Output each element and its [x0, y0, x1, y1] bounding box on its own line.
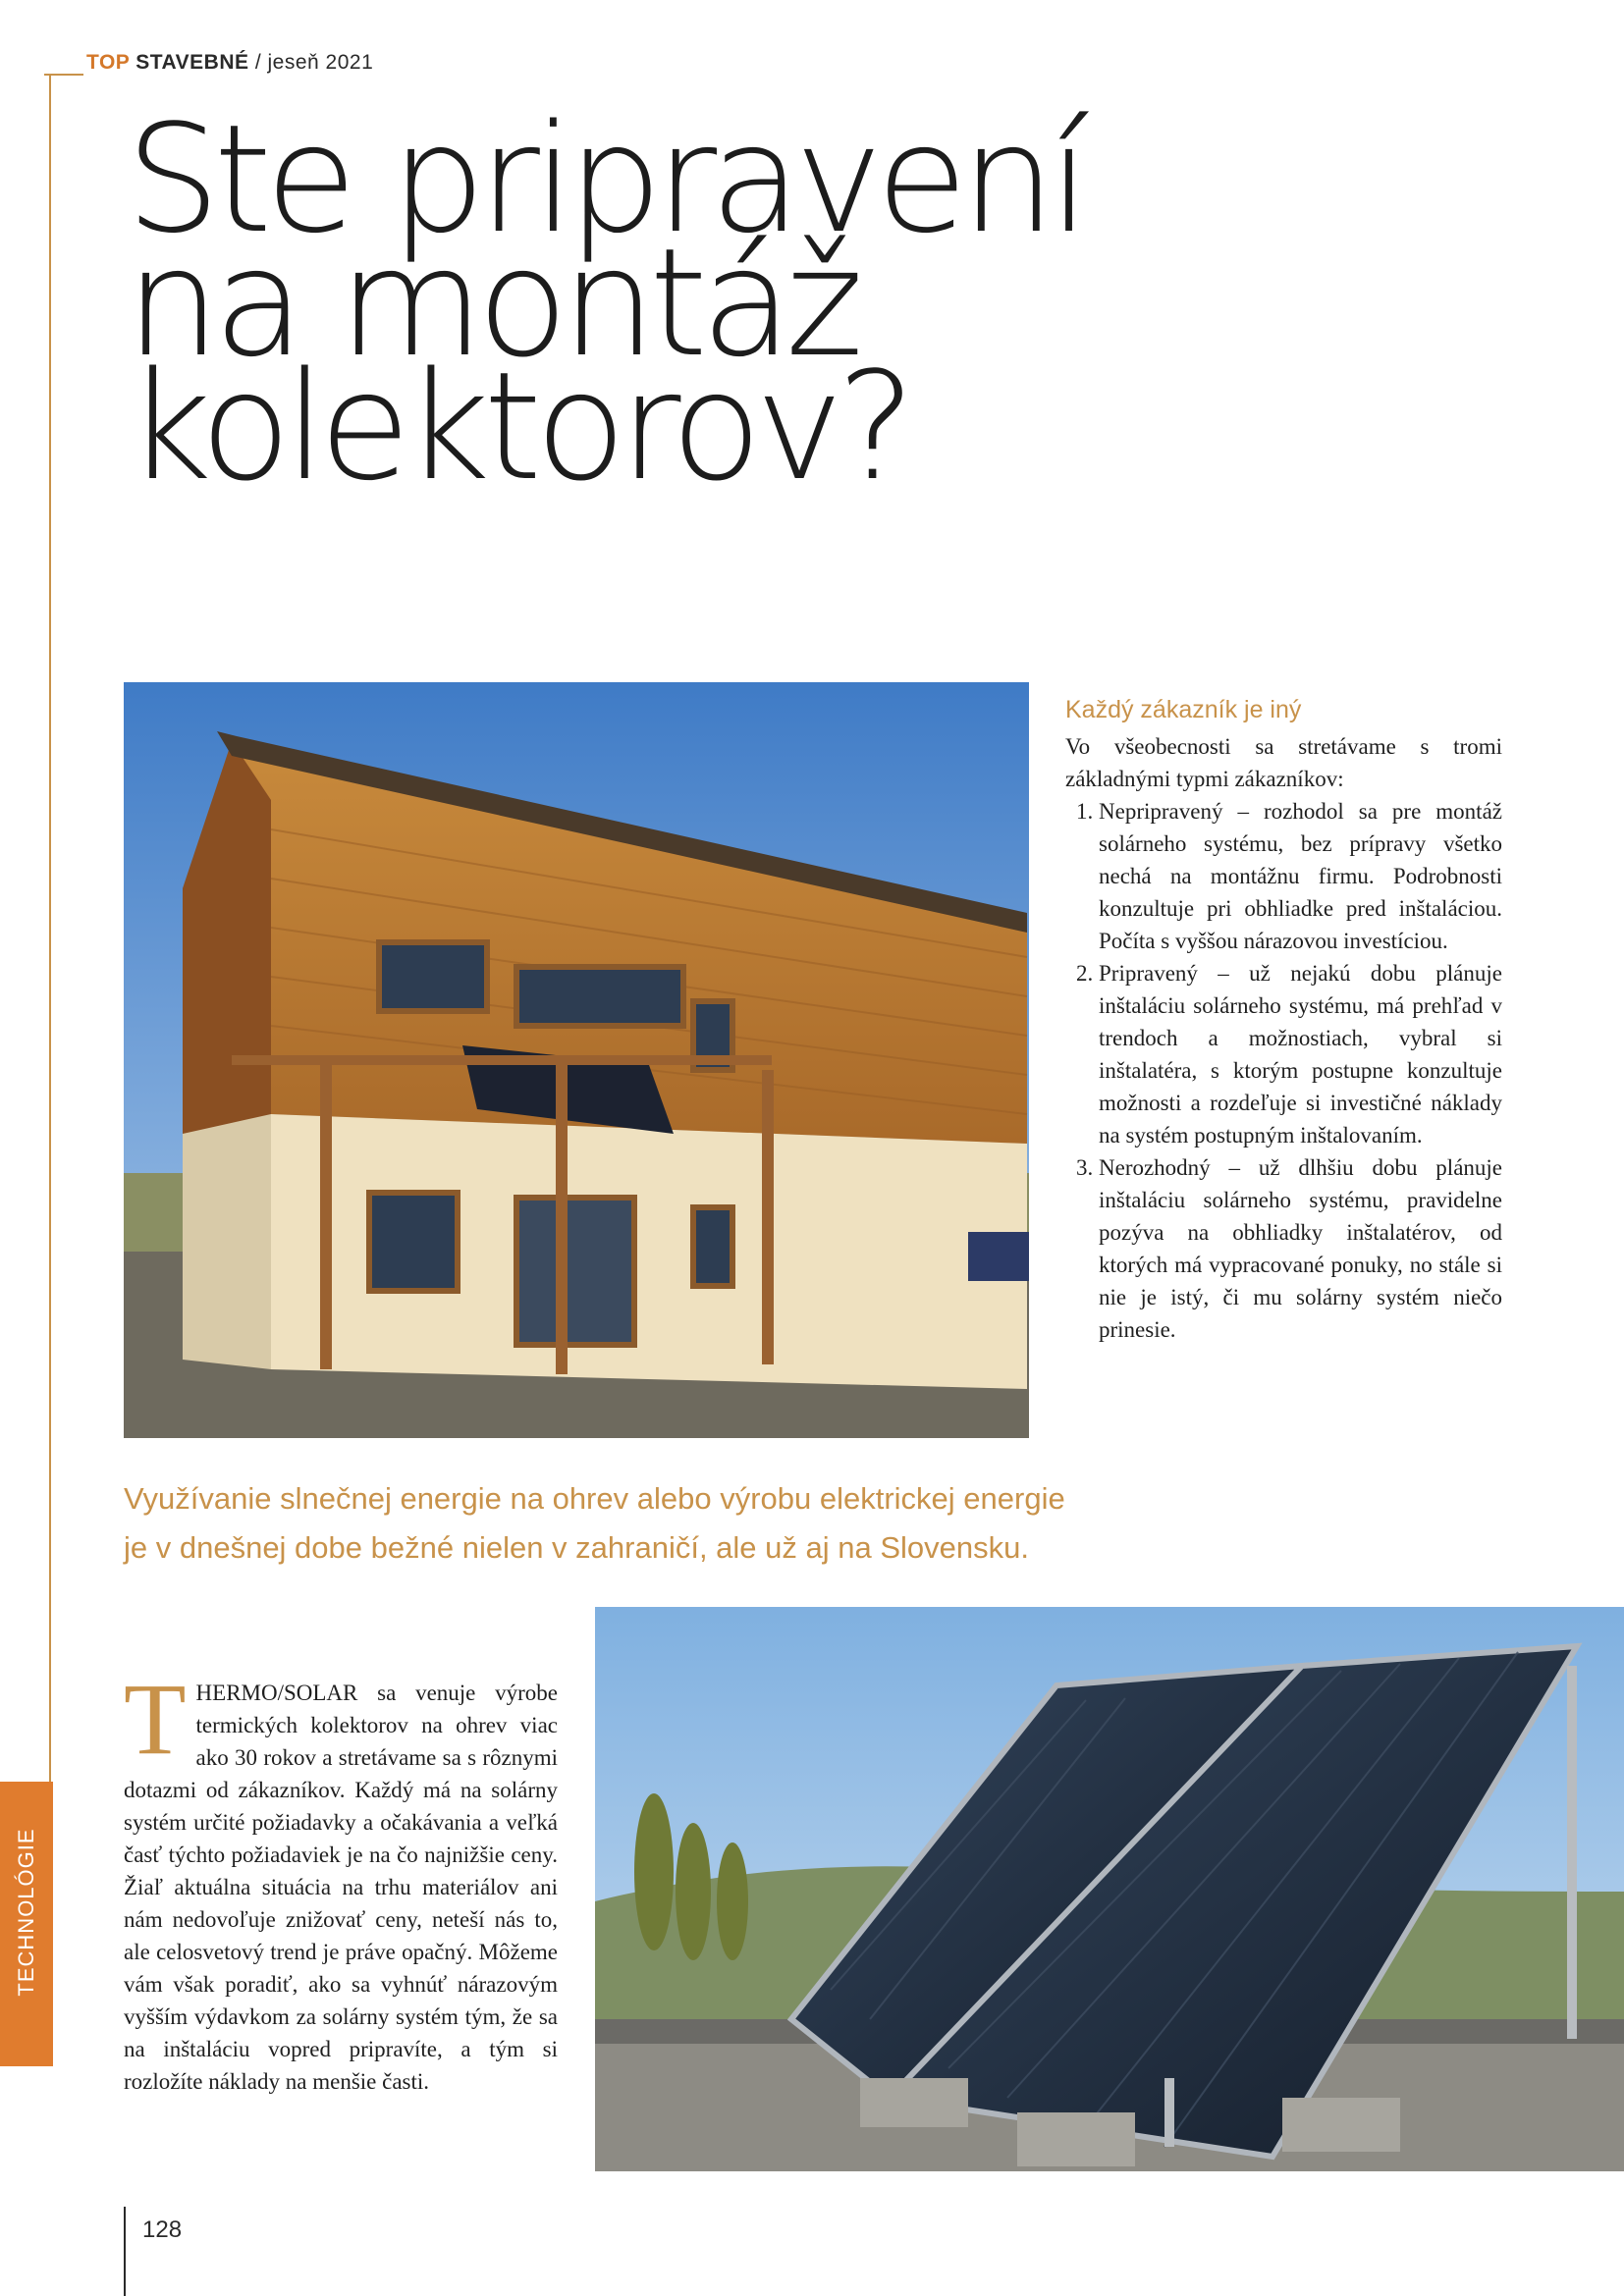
list-item: 1. Nepripravený – rozhodol sa pre montáž solárneho systému, bez prípravy všetko nechá na montážnu firmu. Podrobnosti konzultuje pri obhliadke pred inštaláciou. Počíta s vyššou nárazovou investíciou.: [1099, 795, 1502, 957]
title-line-1: Ste pripravení: [126, 92, 1084, 266]
brand-stavebne: STAVEBNÉ: [135, 51, 249, 74]
sidebar-intro: Vo všeobecnosti sa stretávame s tromi základnými typmi zákazníkov:: [1065, 734, 1502, 791]
running-header: [86, 51, 373, 75]
title-line-3: kolektorov?: [126, 340, 909, 513]
sidebar-heading: Každý zákazník je iný: [1065, 696, 1302, 723]
section-tab: [0, 1782, 53, 2066]
lead-line-1: Využívanie slnečnej energie na ohrev alebo výrobu elektrickej energie: [124, 1481, 1065, 1516]
customer-types-list: [1065, 795, 1502, 1346]
drop-cap: T: [124, 1663, 187, 1776]
margin-rule: [49, 74, 51, 1782]
list-item: 3. Nerozhodný – už dlhšiu dobu plánuje inštaláciu solárneho systému, pravidelne pozýva na obhliadky inštalatérov, od ktorých má vypracované ponuky, no stále si nie je istý, či mu solárny systém niečo prinesie.: [1099, 1151, 1502, 1346]
body-text: [124, 1663, 558, 2098]
brand-top: TOP: [86, 51, 130, 74]
lead-paragraph: [124, 1474, 1065, 1573]
body-paragraph: HERMO/SOLAR sa venuje výrobe termických kolektorov na ohrev viac ako 30 rokov a stretávame sa s rôznymi dotazmi od zákazníkov. Každý má na solárny systém určité požiadavky a očakávania a veľká časť týchto požiadaviek je na čo najnižšie ceny. Žiaľ aktuálna situácia na trhu materiálov ani nám nedovoľuje znižovať ceny, neteší nás to, ale celosvetový trend je práve opačný. Môžeme vám však poradiť, ako sa vyhnúť nárazovým vyšším výdavkom za solárny systém tým, že sa na inštaláciu vopred pripravíte, a tým si rozložíte náklady na menšie časti.: [124, 1681, 558, 2094]
list-item: 2. Pripravený – už nejakú dobu plánuje inštaláciu solárneho systému, má prehľad v trendoch a možnostiach, vybral si inštalatéra, s ktorým postupne konzultuje možnosti a rozdeľuje si investičné náklady na systém postupným inštalovaním.: [1099, 957, 1502, 1151]
issue-label: / jeseň 2021: [248, 51, 374, 74]
page-number: 128: [142, 2216, 183, 2243]
sidebar-box: [1065, 695, 1502, 1346]
house-photo: [124, 682, 1029, 1438]
lead-line-2: je v dnešnej dobe bežné nielen v zahraničí, ale už aj na Slovensku.: [124, 1530, 1029, 1565]
section-tab-label: TECHNOLÓGIE: [14, 1828, 38, 1997]
title-line-2: na montáž: [126, 216, 857, 390]
page-number-rule: [124, 2207, 126, 2296]
article-title: [126, 92, 1451, 513]
solar-collector-photo: [595, 1607, 1624, 2171]
